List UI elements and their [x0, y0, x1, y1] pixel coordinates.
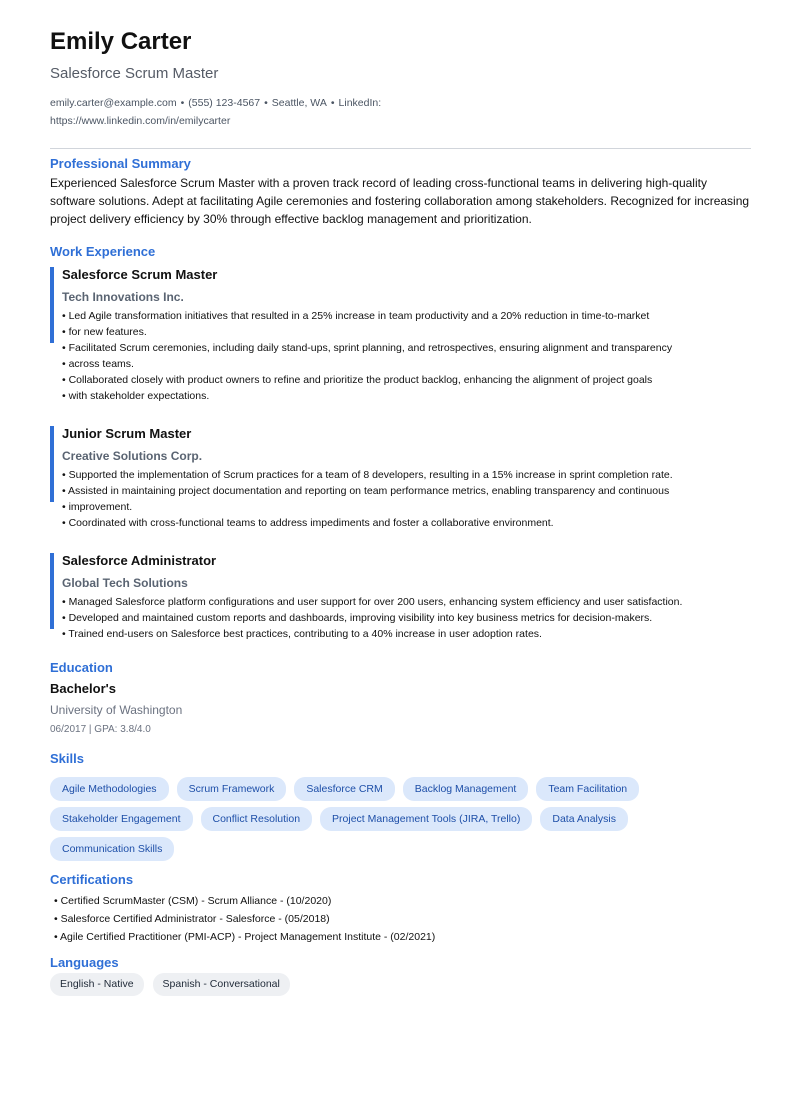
job-accent-bar: [50, 426, 54, 502]
skill-chip: Team Facilitation: [536, 777, 639, 801]
job-bullet: • Facilitated Scrum ceremonies, including daily stand-ups, sprint planning, and retrospectives, ensuring alignment and transparency: [62, 342, 673, 354]
candidate-name: Emily Carter: [50, 28, 192, 55]
job-bullet: • Assisted in maintaining project documentation and reporting on team performance metrics, enabling transparency and continuous: [62, 485, 670, 497]
job-bullet-list: [62, 594, 751, 642]
job-accent-bar: [50, 267, 54, 343]
skill-chip: Project Management Tools (JIRA, Trello): [320, 807, 532, 831]
job-bullet: • improvement.: [62, 501, 133, 513]
skill-chip: Scrum Framework: [177, 777, 287, 801]
education-meta: 06/2017 | GPA: 3.8/4.0: [50, 724, 151, 735]
skill-chip: Agile Methodologies: [50, 777, 169, 801]
phone-text: (555) 123-4567: [188, 97, 261, 109]
job-company: Global Tech Solutions: [62, 576, 188, 590]
experience-heading: Work Experience: [50, 244, 156, 259]
job-bullet: • Supported the implementation of Scrum practices for a team of 8 developers, resulting in a 15% increase in sprint completion rate.: [62, 469, 673, 481]
job-bullet: • Trained end-users on Salesforce best practices, contributing to a 40% increase in user adoption rates.: [62, 628, 542, 640]
job-bullet: • across teams.: [62, 358, 134, 370]
language-chip: English - Native: [50, 973, 144, 996]
language-chip-list: [50, 973, 751, 996]
language-chip: Spanish - Conversational: [153, 973, 290, 996]
certification-item: • Salesforce Certified Administrator - Salesforce - (05/2018): [54, 913, 330, 925]
job-bullet-list: [62, 308, 751, 404]
skill-chip: Communication Skills: [50, 837, 174, 861]
job-role: Junior Scrum Master: [62, 426, 192, 441]
job-entry: [50, 267, 751, 404]
linkedin-link[interactable]: https://www.linkedin.com/in/emilycarter: [50, 115, 231, 127]
location-text: Seattle, WA: [271, 97, 327, 109]
skill-chip: Data Analysis: [540, 807, 628, 831]
job-bullet: • Coordinated with cross-functional teams to address impediments and foster a collaborative environment.: [62, 517, 554, 529]
job-bullet: • with stakeholder expectations.: [62, 390, 210, 402]
email-link[interactable]: emily.carter@example.com: [50, 97, 177, 109]
school-name: University of Washington: [50, 703, 183, 717]
certification-list: [50, 892, 751, 946]
job-role: Salesforce Scrum Master: [62, 267, 218, 282]
languages-heading: Languages: [50, 955, 119, 970]
job-bullet: • Collaborated closely with product owners to refine and prioritize the product backlog, enhancing the alignment of project goals: [62, 374, 653, 386]
skill-chip: Conflict Resolution: [201, 807, 313, 831]
degree-title: Bachelor's: [50, 681, 116, 696]
job-accent-bar: [50, 553, 54, 629]
certification-item: • Certified ScrumMaster (CSM) - Scrum Alliance - (10/2020): [54, 895, 332, 907]
job-bullet: • for new features.: [62, 326, 147, 338]
job-role: Salesforce Administrator: [62, 553, 217, 568]
skill-chip: Backlog Management: [403, 777, 529, 801]
resume-page: [50, 28, 751, 996]
skill-chip: Salesforce CRM: [294, 777, 394, 801]
job-company: Tech Innovations Inc.: [62, 290, 184, 304]
job-bullet: • Managed Salesforce platform configurations and user support for over 200 users, enhancing system efficiency and user satisfaction.: [62, 596, 683, 608]
certification-item: • Agile Certified Practitioner (PMI-ACP) - Project Management Institute - (02/2021): [54, 931, 436, 943]
summary-text: Experienced Salesforce Scrum Master with a proven track record of leading cross-functional teams in delivering high-quality software solutions. Adept at facilitating Agile ceremonies and fostering collaboration among stakeholders. Recognized for increasing project delivery efficiency by 30% through effective backlog management and prioritization.: [50, 176, 750, 226]
job-entry: [50, 426, 751, 531]
separator-dot: •: [330, 97, 335, 109]
candidate-title: Salesforce Scrum Master: [50, 65, 219, 82]
job-entry: [50, 553, 751, 642]
skill-chip-list: [50, 777, 670, 867]
job-bullet-list: [62, 467, 751, 531]
summary-heading: Professional Summary: [50, 156, 191, 171]
linkedin-label: LinkedIn:: [338, 97, 382, 109]
job-bullet: • Developed and maintained custom reports and dashboards, improving visibility into key business metrics for decision-makers.: [62, 612, 653, 624]
skill-chip: Stakeholder Engagement: [50, 807, 193, 831]
separator-dot: •: [264, 97, 268, 109]
skills-heading: Skills: [50, 751, 84, 766]
certifications-heading: Certifications: [50, 872, 134, 887]
job-list: [50, 267, 751, 642]
separator-dot: •: [180, 97, 185, 109]
education-heading: Education: [50, 660, 113, 675]
header-divider: [50, 148, 751, 149]
job-bullet: • Led Agile transformation initiatives that resulted in a 25% increase in team productivity and a 20% reduction in time-to-market: [62, 310, 650, 322]
contact-line: [50, 94, 410, 130]
job-company: Creative Solutions Corp.: [62, 449, 203, 463]
